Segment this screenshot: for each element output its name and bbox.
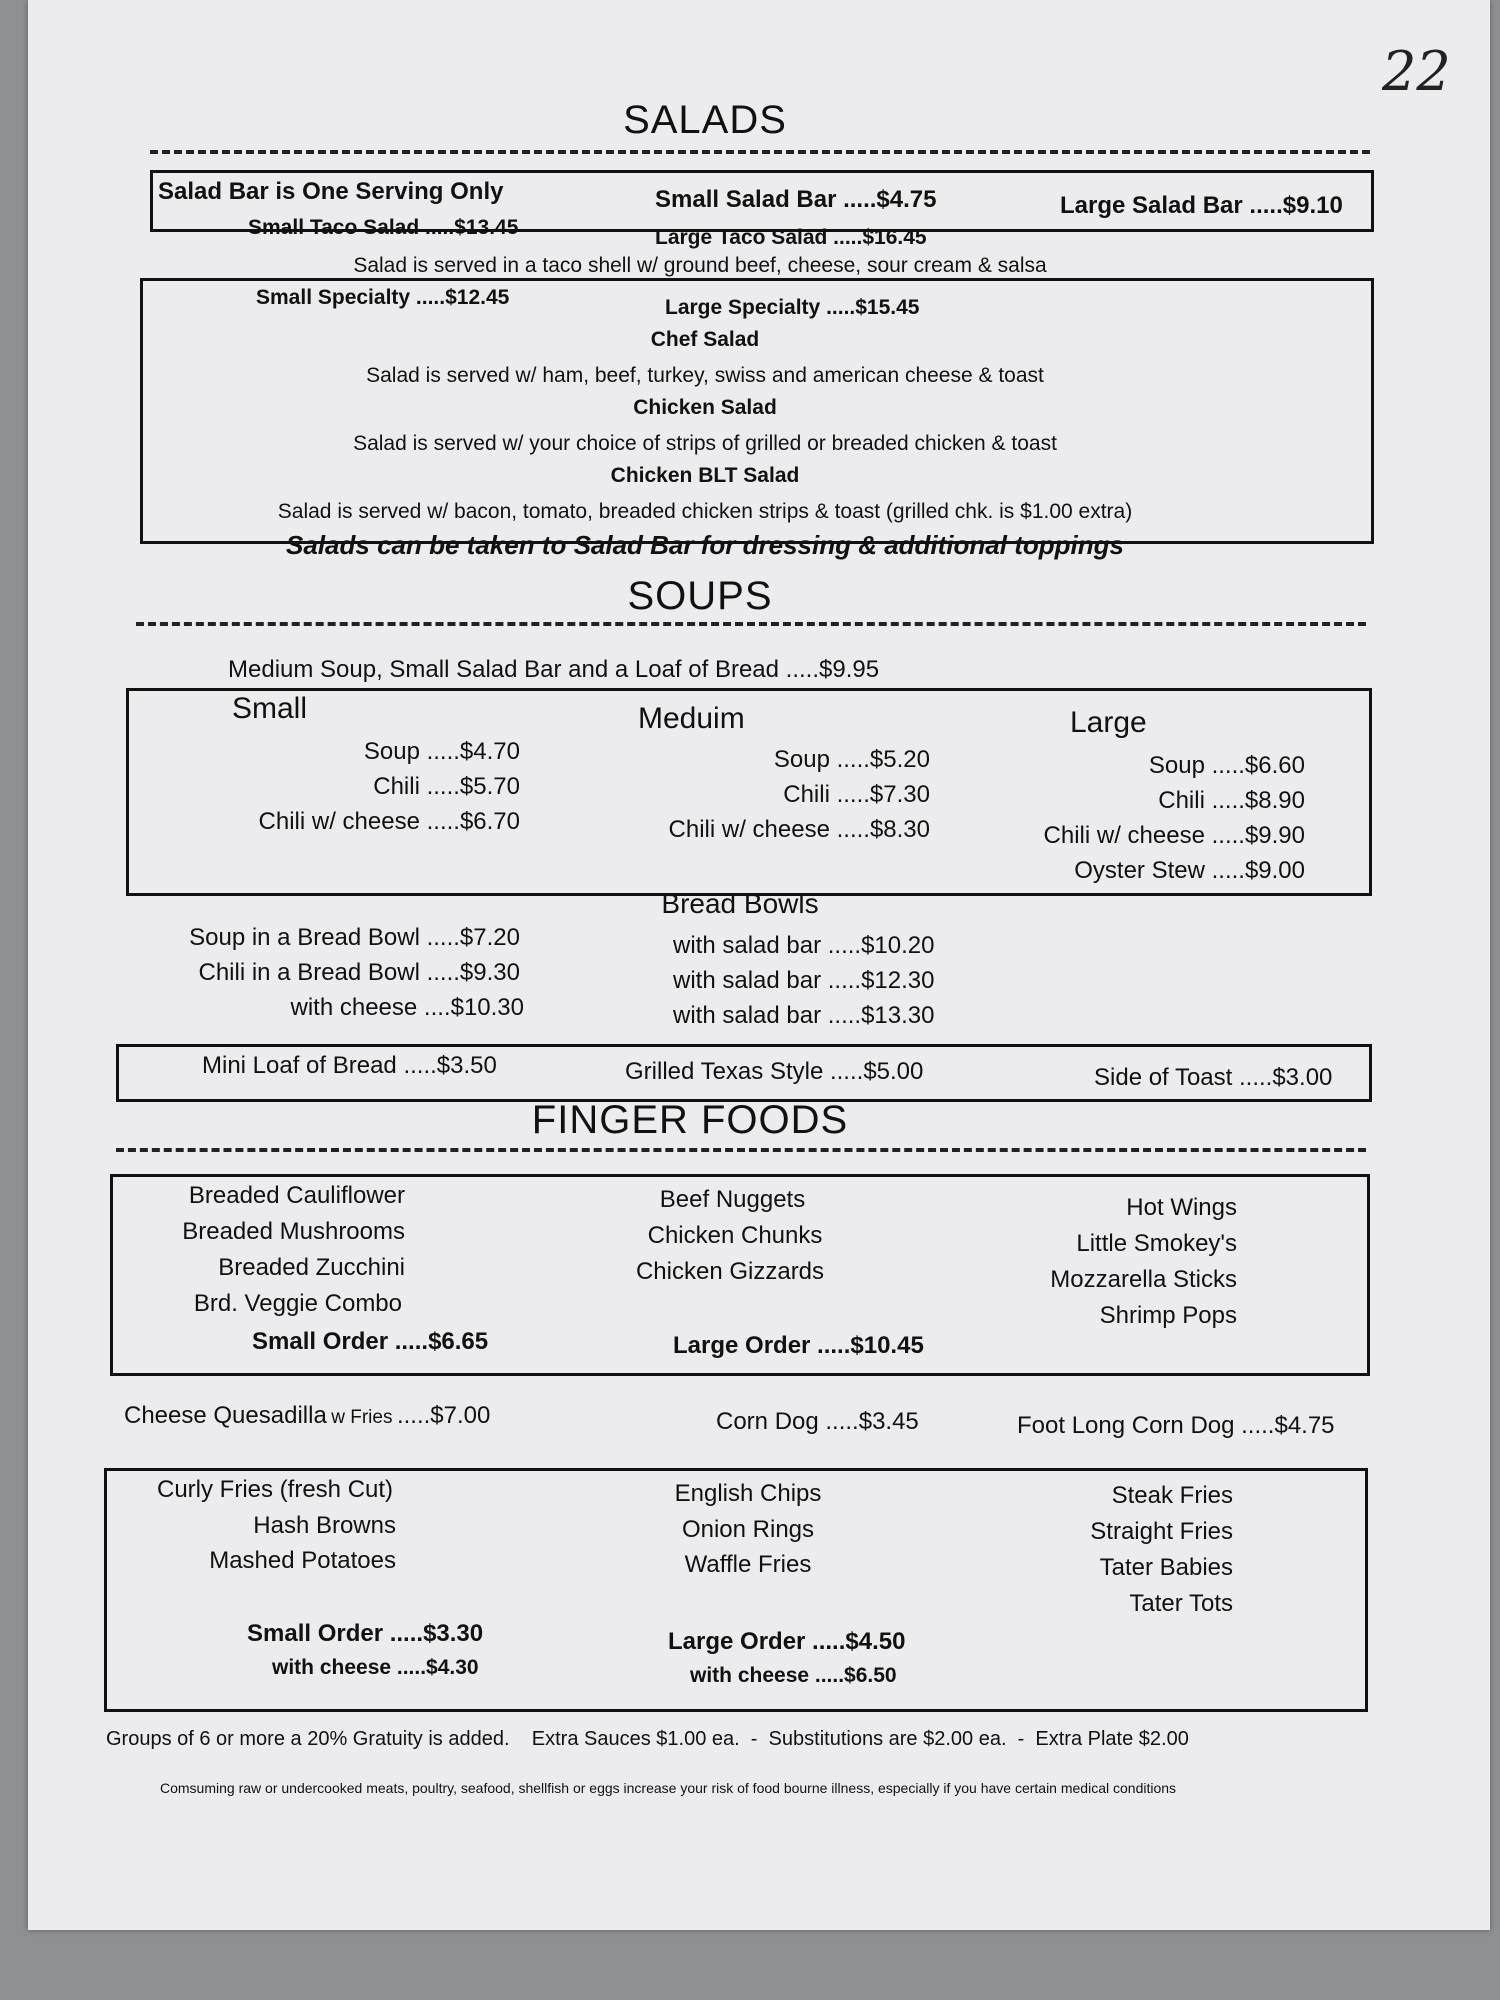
sides-small-order: Small Order .....$3.30 <box>247 1620 484 1647</box>
medium-soup-price: Soup .....$5.20 <box>773 746 930 773</box>
mini-loaf-price: Mini Loaf of Bread .....$3.50 <box>202 1052 497 1079</box>
salads-divider <box>150 150 1370 154</box>
foot-long-corn-dog-price: Foot Long Corn Dog .....$4.75 <box>1017 1412 1335 1439</box>
chicken-blt-title: Chicken BLT Salad <box>610 464 800 487</box>
side-col3-item-1: Steak Fries <box>1111 1482 1233 1509</box>
bread-bowl-salad-bar-1: with salad bar .....$10.20 <box>673 932 935 959</box>
ff-col2-item-1: Beef Nuggets <box>659 1186 806 1213</box>
large-soup-label: Large <box>1070 706 1147 739</box>
quesadilla-price: .....$7.00 <box>396 1402 491 1429</box>
chef-salad-description: Salad is served w/ ham, beef, turkey, swiss and american cheese & toast <box>366 364 1044 387</box>
policies-note: Groups of 6 or more a 20% Gratuity is added. Extra Sauces $1.00 ea. - Substitutions are $2.00 ea. - Extra Plate $2.00 <box>106 1728 1189 1750</box>
side-col2-item-2: Onion Rings <box>681 1516 815 1543</box>
ff-col1-item-4: Brd. Veggie Combo <box>193 1290 402 1317</box>
salad-bar-note: Salad Bar is One Serving Only <box>158 178 504 205</box>
ff-col3-item-1: Hot Wings <box>1126 1194 1237 1221</box>
finger-foods-divider <box>116 1148 1366 1152</box>
cheese-quesadilla <box>124 1402 490 1430</box>
ff-col3-item-4: Shrimp Pops <box>1099 1302 1237 1329</box>
corn-dog-price: Corn Dog .....$3.45 <box>716 1408 919 1435</box>
oyster-stew-price: Oyster Stew .....$9.00 <box>1074 857 1305 884</box>
soup-combo: Medium Soup, Small Salad Bar and a Loaf of Bread .....$9.95 <box>228 656 880 683</box>
chicken-salad-title: Chicken Salad <box>633 396 777 419</box>
small-chili-cheese-price: Chili w/ cheese .....$6.70 <box>258 808 520 835</box>
sides-large-with-cheese: with cheese .....$6.50 <box>690 1664 897 1687</box>
small-chili-price: Chili .....$5.70 <box>373 773 520 800</box>
salads-heading: SALADS <box>623 98 787 142</box>
ff-col1-item-1: Breaded Cauliflower <box>188 1182 405 1209</box>
food-safety-warning: Comsuming raw or undercooked meats, poultry, seafood, shellfish or eggs increase your risk of food bourne illness, especially if you have certain medical conditions <box>160 1780 1177 1796</box>
chili-bread-bowl-price: Chili in a Bread Bowl .....$9.30 <box>198 959 520 986</box>
ff-col1-item-2: Breaded Mushrooms <box>182 1218 405 1245</box>
side-of-toast-price: Side of Toast .....$3.00 <box>1094 1064 1333 1091</box>
ff-col3-item-3: Mozzarella Sticks <box>1050 1266 1237 1293</box>
large-chili-price: Chili .....$8.90 <box>1158 787 1305 814</box>
side-col1-item-2: Hash Browns <box>253 1512 396 1539</box>
medium-soup-label: Meduim <box>638 702 745 735</box>
quesadilla-suffix: w Fries <box>331 1407 393 1428</box>
side-col1-item-3: Mashed Potatoes <box>209 1547 396 1574</box>
chicken-blt-description: Salad is served w/ bacon, tomato, breaded chicken strips & toast (grilled chk. is $1.00 extra) <box>277 500 1133 523</box>
large-chili-cheese-price: Chili w/ cheese .....$9.90 <box>1043 822 1305 849</box>
sides-large-order: Large Order .....$4.50 <box>668 1628 906 1655</box>
small-soup-label: Small <box>232 692 308 725</box>
side-col1-item-1: Curly Fries (fresh Cut) <box>157 1476 394 1503</box>
soups-heading: SOUPS <box>627 574 773 618</box>
chef-salad-title: Chef Salad <box>650 328 760 351</box>
side-col3-item-2: Straight Fries <box>1090 1518 1233 1545</box>
medium-chili-cheese-price: Chili w/ cheese .....$8.30 <box>668 816 930 843</box>
chicken-salad-description: Salad is served w/ your choice of strips of grilled or breaded chicken & toast <box>353 432 1057 455</box>
bread-bowl-salad-bar-3: with salad bar .....$13.30 <box>673 1002 935 1029</box>
side-col2-item-3: Waffle Fries <box>684 1551 812 1578</box>
grilled-texas-price: Grilled Texas Style .....$5.00 <box>625 1058 924 1085</box>
large-salad-bar: Large Salad Bar .....$9.10 <box>1060 192 1343 219</box>
soup-bread-bowl-price: Soup in a Bread Bowl .....$7.20 <box>189 924 520 951</box>
ff-col1-item-3: Breaded Zucchini <box>218 1254 405 1281</box>
side-col3-item-4: Tater Tots <box>1129 1590 1233 1617</box>
sides-small-with-cheese: with cheese .....$4.30 <box>272 1656 479 1679</box>
quesadilla-name: Cheese Quesadilla <box>124 1402 327 1429</box>
taco-salad-description: Salad is served in a taco shell w/ ground beef, cheese, sour cream & salsa <box>353 254 1047 277</box>
page-number: 22 <box>1382 40 1451 103</box>
ff-col2-item-2: Chicken Chunks <box>647 1222 823 1249</box>
ff-small-order: Small Order .....$6.65 <box>252 1328 489 1355</box>
large-taco-salad: Large Taco Salad .....$16.45 <box>655 226 927 249</box>
bread-bowls-title: Bread Bowls <box>661 888 819 919</box>
small-soup-price: Soup .....$4.70 <box>363 738 520 765</box>
ff-col3-item-2: Little Smokey's <box>1076 1230 1237 1257</box>
soups-divider <box>136 622 1366 626</box>
side-col2-item-1: English Chips <box>674 1480 822 1507</box>
small-specialty: Small Specialty .....$12.45 <box>256 286 510 309</box>
bread-bowl-cheese-price: with cheese ....$10.30 <box>290 994 524 1021</box>
bread-bowl-salad-bar-2: with salad bar .....$12.30 <box>673 967 935 994</box>
large-specialty: Large Specialty .....$15.45 <box>665 296 920 319</box>
salads-footer-note: Salads can be taken to Salad Bar for dressing & additional toppings <box>286 530 1124 560</box>
ff-large-order: Large Order .....$10.45 <box>673 1332 924 1359</box>
side-col3-item-3: Tater Babies <box>1099 1554 1233 1581</box>
large-soup-price: Soup .....$6.60 <box>1148 752 1305 779</box>
ff-col2-item-3: Chicken Gizzards <box>635 1258 825 1285</box>
small-taco-salad: Small Taco Salad .....$13.45 <box>248 216 519 239</box>
medium-chili-price: Chili .....$7.30 <box>783 781 930 808</box>
small-salad-bar: Small Salad Bar .....$4.75 <box>655 186 937 213</box>
finger-foods-heading: FINGER FOODS <box>531 1098 849 1142</box>
